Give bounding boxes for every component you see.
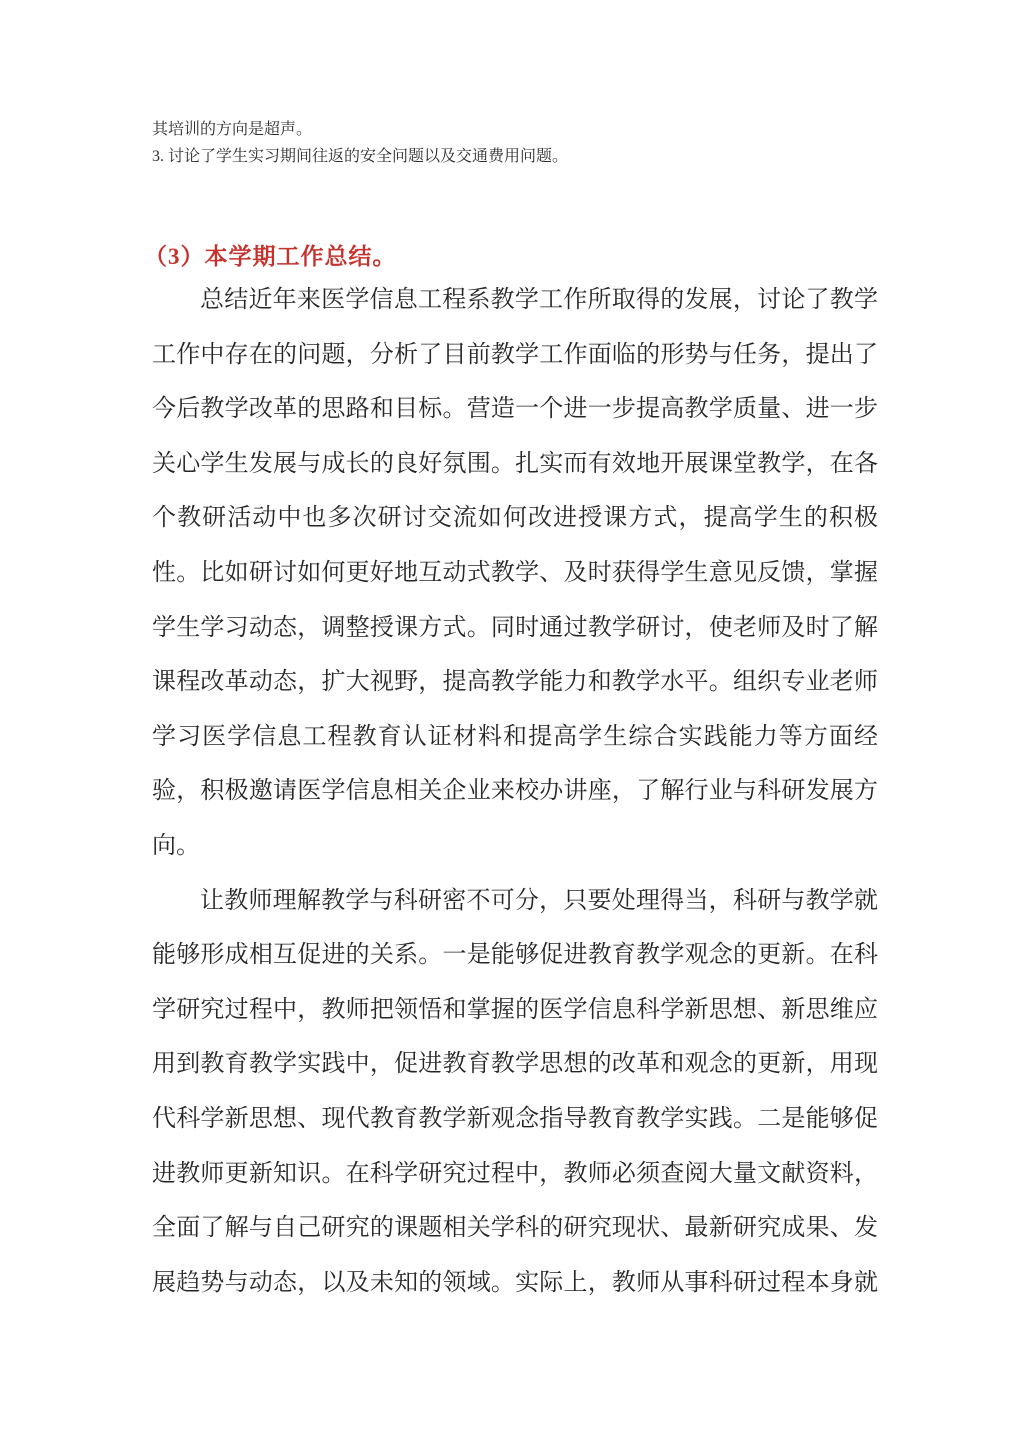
paragraph-line: 代科学新思想、现代教育教学新观念指导教育教学实践。二是能够促 (152, 1105, 878, 1132)
paragraph-line: 学习医学信息工程教育认证材料和提高学生综合实践能力等方面经 (152, 723, 878, 750)
paragraph-line: 学生学习动态，调整授课方式。同时通过教学研讨，使老师及时了解 (152, 614, 878, 641)
paragraph-line: 全面了解与自己研究的课题相关学科的研究现状、最新研究成果、发 (152, 1215, 878, 1242)
paragraph-line: 总结近年来医学信息工程系教学工作所取得的发展，讨论了教学 (200, 287, 878, 313)
paragraph-line: 个教研活动中也多次研讨交流如何改进授课方式，提高学生的积极 (152, 505, 878, 532)
paragraph-line: 验，积极邀请医学信息相关企业来校办讲座，了解行业与科研发展方 (152, 778, 878, 805)
paragraph-line: 学研究过程中，教师把领悟和掌握的医学信息科学新思想、新思维应 (152, 996, 878, 1023)
paragraph-line: 让教师理解教学与科研密不可分，只要处理得当，科研与教学就 (200, 887, 878, 914)
paragraph-line: 向。 (152, 832, 200, 859)
note-line: 3. 讨论了学生实习期间往返的安全问题以及交通费用问题。 (152, 148, 569, 165)
paragraph-line: 工作中存在的问题，分析了目前教学工作面临的形势与任务，提出了 (152, 341, 878, 368)
paragraph-line: 关心学生发展与成长的良好氛围。扎实而有效地开展课堂教学，在各 (152, 450, 878, 477)
note-line: 其培训的方向是超声。 (152, 121, 313, 138)
paragraph-line: 今后教学改革的思路和目标。营造一个进一步提高教学质量、进一步 (152, 396, 878, 423)
paragraph-line: 能够形成相互促进的关系。一是能够促进教育教学观念的更新。在科 (152, 942, 878, 969)
paragraph-line: 进教师更新知识。在科学研究过程中，教师必须查阅大量文献资料， (152, 1160, 878, 1187)
paragraph-line: 用到教育教学实践中，促进教育教学思想的改革和观念的更新，用现 (152, 1051, 878, 1078)
section-heading: （3）本学期工作总结。 (144, 244, 397, 269)
body-text (152, 273, 878, 1310)
paragraph-line: 性。比如研讨如何更好地互动式教学、及时获得学生意见反馈，掌握 (152, 559, 878, 586)
paragraph-line: 课程改革动态，扩大视野，提高教学能力和教学水平。组织专业老师 (152, 669, 878, 696)
paragraph-line: 展趋势与动态，以及未知的领域。实际上，教师从事科研过程本身就 (152, 1269, 878, 1296)
top-notes (152, 116, 892, 170)
